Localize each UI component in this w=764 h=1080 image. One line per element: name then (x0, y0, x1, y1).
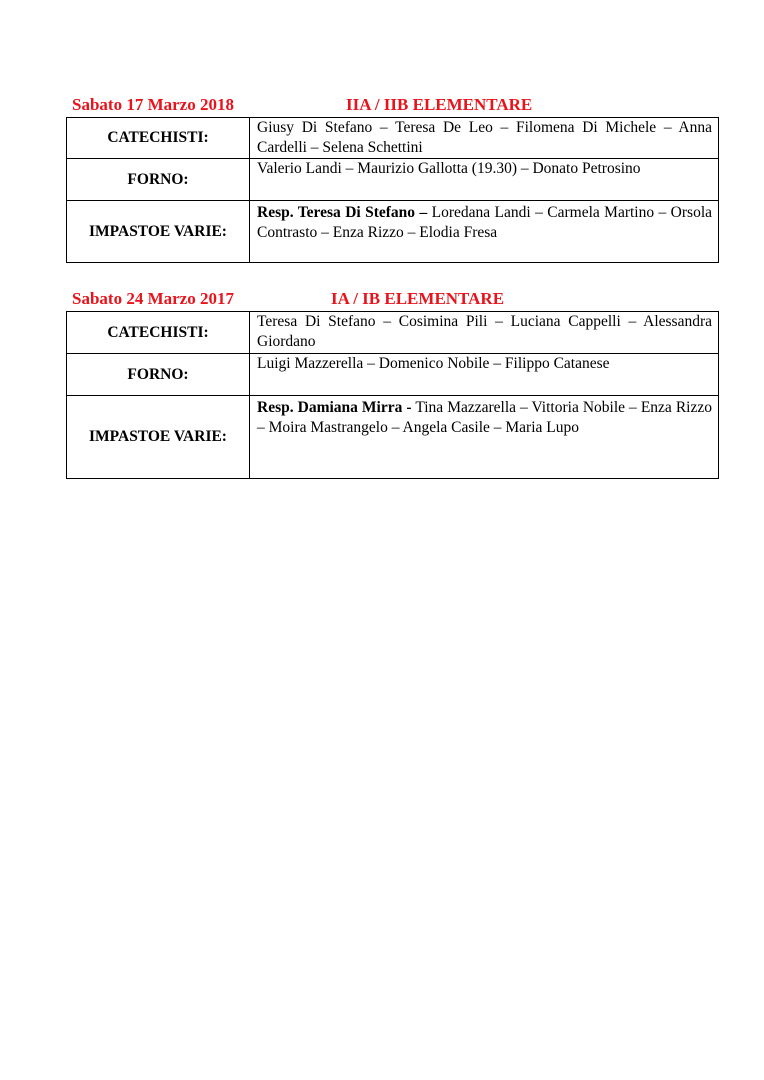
row-text: Loredana Landi – Carmela Martino – Orsola Contrasto – Enza Rizzo – Elodia Fresa (257, 204, 713, 241)
table-row (67, 201, 719, 263)
row-label: IMPASTOE VARIE: (67, 396, 250, 479)
section-class: IA / IB ELEMENTARE (331, 289, 505, 308)
row-responsible: Resp. Damiana Mirra - (257, 399, 412, 416)
section-class: IIA / IIB ELEMENTARE (346, 95, 533, 114)
row-value (250, 201, 719, 263)
row-value (250, 118, 719, 159)
section-date: Sabato 24 Marzo 2017 (72, 289, 234, 308)
schedule-section-2 (66, 289, 719, 479)
section-date: Sabato 17 Marzo 2018 (72, 95, 234, 114)
row-label: IMPASTOE VARIE: (67, 201, 250, 263)
schedule-table (66, 311, 719, 479)
row-label: FORNO: (67, 354, 250, 396)
row-text: Teresa Di Stefano – Cosimina Pili – Luciana Cappelli – Alessandra Giordano (257, 313, 712, 350)
row-text: Valerio Landi – Maurizio Gallotta (19.30) – Donato Petrosino (257, 160, 641, 177)
section-heading (66, 95, 719, 117)
table-row (67, 354, 719, 396)
row-label: FORNO: (67, 159, 250, 201)
row-value (250, 312, 719, 354)
schedule-table (66, 117, 719, 263)
schedule-section-1 (66, 95, 719, 263)
row-text: Tina Mazzarella – Vittoria Nobile – Enza Rizzo – Moira Mastrangelo – Angela Casile – Maria Lupo (257, 399, 712, 436)
row-label: CATECHISTI: (67, 118, 250, 159)
row-text: Luigi Mazzerella – Domenico Nobile – Filippo Catanese (257, 355, 610, 372)
row-value (250, 354, 719, 396)
table-row (67, 312, 719, 354)
row-responsible: Resp. Teresa Di Stefano – (257, 204, 428, 221)
row-value (250, 159, 719, 201)
table-row (67, 118, 719, 159)
table-row (67, 396, 719, 479)
row-text: Giusy Di Stefano – Teresa De Leo – Filomena Di Michele – Anna Cardelli – Selena Schettini (257, 119, 712, 156)
section-heading (66, 289, 719, 311)
row-label: CATECHISTI: (67, 312, 250, 354)
row-value (250, 396, 719, 479)
table-row (67, 159, 719, 201)
